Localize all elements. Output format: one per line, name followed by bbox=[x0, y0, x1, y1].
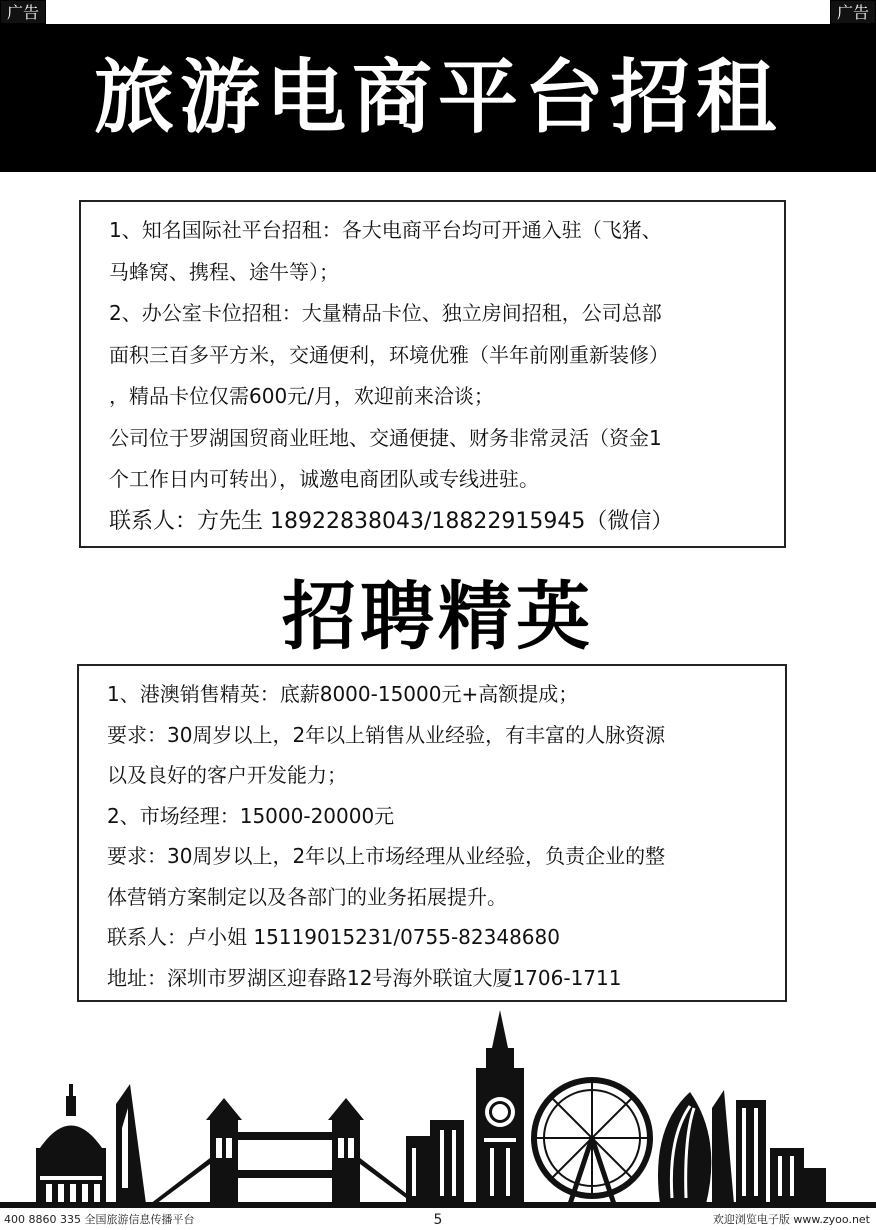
recruit-info-box bbox=[77, 664, 787, 1002]
shard-tower bbox=[116, 1084, 146, 1204]
recruit-line: 要求：30周岁以上，2年以上销售从业经验，有丰富的人脉资源 bbox=[107, 722, 666, 747]
tower-bridge bbox=[150, 1098, 420, 1204]
recruit-contact: 联系人：卢小姐 15119015231/0755-82348680 bbox=[107, 925, 560, 949]
rental-line: 2、办公室卡位招租：大量精品卡位、独立房间招租，公司总部 bbox=[109, 301, 662, 325]
recruit-address: 地址：深圳市罗湖区迎春路12号海外联谊大厦1706-1711 bbox=[107, 965, 622, 990]
footer-hotline: 400 8860 335 全国旅游信息传播平台 bbox=[4, 1213, 195, 1226]
rental-line: 个工作日内可转出），诚邀电商团队或专线进驻。 bbox=[109, 467, 539, 491]
recruit-line: 1、港澳销售精英：底薪8000-15000元+高额提成； bbox=[107, 682, 579, 706]
rental-contact: 联系人：方先生 18922838043/18822915945（微信） bbox=[109, 508, 674, 534]
recruit-line: 体营销方案制定以及各部门的业务拓展提升。 bbox=[107, 884, 507, 909]
city-buildings bbox=[406, 1120, 464, 1204]
dome-building bbox=[36, 1084, 106, 1204]
footer-website: 欢迎浏览电子版 www.zyoo.net bbox=[712, 1213, 870, 1226]
page-number: 5 bbox=[433, 1212, 443, 1228]
clock-tower bbox=[476, 1010, 524, 1204]
gherkin-tower bbox=[658, 1092, 711, 1204]
ground-line bbox=[0, 1202, 876, 1208]
ferris-wheel bbox=[534, 1080, 650, 1204]
ad-tag-left: 广告 bbox=[0, 0, 46, 24]
rental-line: 马蜂窝、携程、途牛等）； bbox=[109, 259, 339, 284]
rental-info-box bbox=[79, 200, 786, 548]
page-footer bbox=[0, 1210, 876, 1230]
recruit-title: 招聘精英 bbox=[282, 574, 594, 660]
rental-line: 1、知名国际社平台招租：各大电商平台均可开通入驻（飞猪、 bbox=[109, 218, 662, 242]
rental-line: 公司位于罗湖国贸商业旺地、交通便捷、财务非常灵活（资金1 bbox=[109, 425, 662, 450]
right-towers bbox=[712, 1090, 826, 1204]
ad-tag-right: 广告 bbox=[830, 0, 876, 24]
recruit-line: 要求：30周岁以上，2年以上市场经理从业经验，负责企业的整 bbox=[107, 844, 666, 868]
rental-line: 面积三百多平方米，交通便利，环境优雅（半年前刚重新装修） bbox=[109, 342, 669, 367]
page-title: 旅游电商平台招租 bbox=[94, 51, 782, 144]
london-skyline-illustration bbox=[0, 1008, 876, 1208]
header-banner bbox=[0, 24, 876, 172]
rental-line: ，精品卡位仅需600元/月，欢迎前来洽谈； bbox=[109, 384, 494, 408]
recruit-line: 以及良好的客户开发能力； bbox=[107, 763, 347, 787]
recruit-line: 2、市场经理：15000-20000元 bbox=[107, 803, 395, 828]
